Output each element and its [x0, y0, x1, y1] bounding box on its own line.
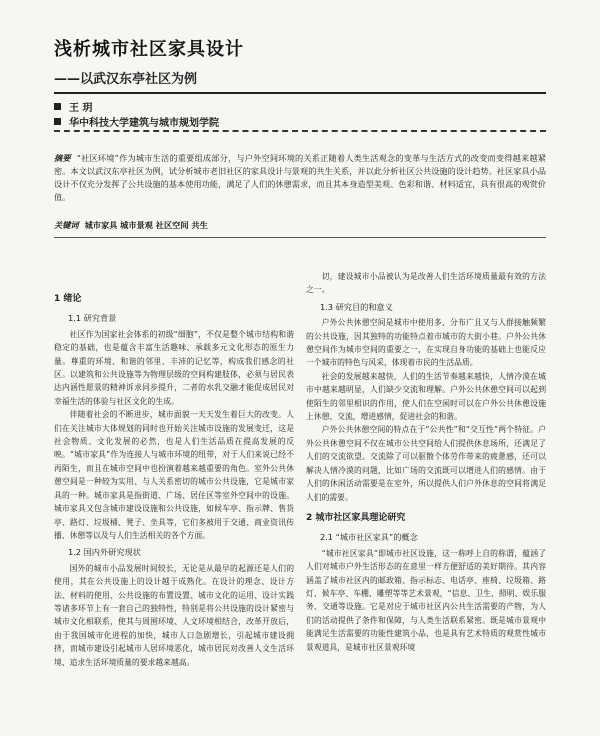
- bullet-square-icon: [54, 103, 61, 110]
- article-subtitle: ——以武汉东亭社区为例: [54, 72, 198, 87]
- author-name: 王 玥: [69, 103, 93, 114]
- paragraph: 社会的发展越来越快，人们的生活节奏越来越快，人情冷漠在城市中越来越明显，人们缺少交流和理解。户外公共休憩空间可以起到使陌生的邻里相识的作用，使人们在空闲时可以在户外公共休憩设施上休憩、交流，增进感情，促进社会的和谐。: [306, 371, 546, 422]
- subsection-heading: 1.3 研究目的和意义: [320, 301, 393, 312]
- keywords: [54, 220, 546, 231]
- abstract-label: 摘要: [54, 153, 71, 163]
- paragraph: “城市社区家具”即城市社区设施，这一称呼上自的称谓，蕴涵了人们对城市户外生活形态的在意里一样方便舒适的美好期待。其内容涵盖了城市社区内的邮政箱、指示标志、电话亭、座椅、垃圾箱、路灯、候车亭、车棚、雕塑等等艺术景观，“信息、卫生、照明、娱乐服务、交通等设施。它是对应于城市社区内公共生活需要的产物，为人们的活动提供了条件和保障，与人类生活联系紧密。既是城市景观中能满足生活需要的功能性建筑小品，也是具有艺术特质的观赏性城市景观道具，是城市社区景观环境: [306, 548, 546, 652]
- abstract-text: “社区环境”作为城市生活的重要组成部分，与户外空间环境的关系正随着人类生活观念的变革与生活方式的改变而变得越来越紧密。本文以武汉东亭社区为例，试分析城市老旧社区的家具设计与景观的共生关系，并以此分析社区公共设施的设计趋势。社区家具小品设计不仅充分发挥了公共设施的基本使用功能，满足了人们的休憩需求，而且其本身造型美观、色彩和谐、材料适宜，具有很高的观赏价值。: [54, 153, 546, 202]
- paragraph: 社区作为国家社会体系的初级“细胞”，不仅是整个城市结构和谐稳定的基础，也是蕴含丰富生活趣味、承载多元文化形态的原生力量。尊重的环境、和谐的邻里、丰沛的记忆等，构成我们感念的社区。以建筑和公共设施等为物理层级的空间构建肢体，必须与居民表达内涵性愿景的精神诉求同步提升，二者的水乳交融才能促成居民对幸福生活的体验与社区文化的生成。: [54, 329, 294, 406]
- author-affiliation: 华中科技大学建筑与城市规划学院: [69, 118, 219, 129]
- article-title: 浅析城市社区家具设计: [54, 39, 244, 60]
- section-heading: 2 城市社区家具理论研究: [306, 512, 406, 523]
- right-column: [306, 270, 546, 654]
- keywords-label: 关键词: [54, 220, 79, 230]
- section-heading: 1 绪论: [54, 294, 82, 304]
- subsection-heading: 1.1 研究背景: [68, 313, 117, 324]
- paragraph: 户外公共休憩空间是城市中使用多、分布广且又与人群接触频繁的公共设施，因其独特的功能特点着市城市的大街小巷。户外公共休憩空间作为城市空间的重要之一，在实现自身功能的基础上也能反应一个城市的特色与风采，体现着市民的生活品质。: [306, 318, 546, 368]
- bullet-square-icon: [54, 118, 61, 125]
- paragraph: 户外公共休憩空间的特点在于“公共性”和“交互性”两个特征。户外公共休憩空间不仅在城市公共空间给人们提供休息场所，还满足了人们的交流欲望。交流除了可以驱散个体劳作带来的疲惫感，还可以解决人情冷漠的问题，比如广场的交流既可以增进人们的感情。由于人们的休闲活动需要是在室外，所以提供人们户外休息的空间将满足人们的需要。: [306, 425, 546, 502]
- paragraph: 国外的城市小品发展时间较长，无论是从最早的起源还是人们的使用，其在公共设施上的设计越于成熟化。在设计的理念、设计方法、材料的使用、公共设施的布置设置、城市文化的运用、设计实践等诸多环节上有一套自己的独特性，特别是将公共设施的设计紧密与城市文化相联系，使其与周围环境、人文环境相结合，改革开放后，由于我国城市化进程的加快，城市人口急剧增长，引起城市建设拥挤，而城市建设引起城市人居环境恶化，城市居民对改善人文生活环境、追求生活环境质量的要求越来越高。: [54, 563, 294, 667]
- abstract-rule: [54, 237, 546, 238]
- subsection-heading: 1.2 国内外研究现状: [68, 547, 141, 558]
- subsection-heading: 2.1 “城市社区家具”的概念: [320, 532, 418, 543]
- paragraph: 切，建设城市小品被认为是改善人们生活环境质量最有效的方法之一。: [306, 272, 546, 295]
- abstract: [54, 152, 546, 204]
- paragraph: 伴随着社会的不断进步，城市面貌一天天发生着巨大的改变。人们在关注城市大体规划的同时也开始关注城市设施的发展变迁，这是社会物质、文化发展的必然，也是人们生活品质在提高发展的反映。“城市家具”作为连接人与城市环境的纽带，对于人们来说已经不再陌生，而且在城市空间中也扮演着越来越重要的角色。室外公共休憩空间是一种较为实用、与人关系密切的城市公共设施，它是城市家具的一种。城市家具是指街道、广场、居住区等室外空间中的设施。城市家具又包含城市建设设施和公共设施，如候车亭、指示牌、售货亭、路灯、垃圾桶、凳子、坐具等，它们多被用于交通、商业资讯传播、休憩等以及与人们生活相关的各个方面。: [54, 410, 294, 540]
- keywords-text: 城市家具 城市景观 社区空间 共生: [84, 220, 208, 230]
- header-dashed-rule: [54, 130, 546, 132]
- affiliation-line: [54, 114, 219, 129]
- author-line: [54, 99, 92, 114]
- title-rule: [54, 92, 546, 94]
- left-column: [54, 293, 294, 669]
